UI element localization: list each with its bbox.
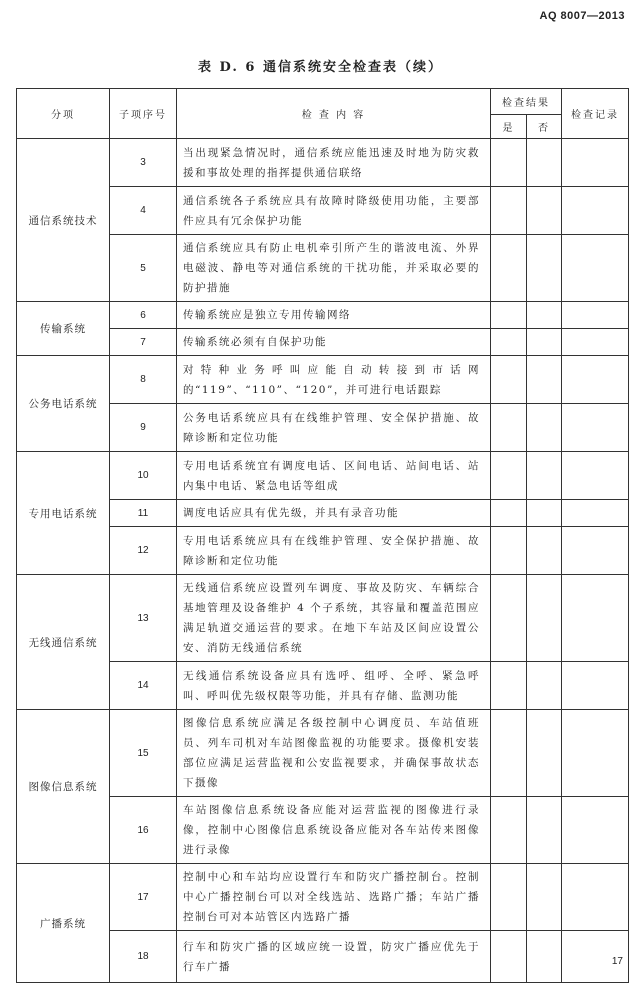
table-body (17, 139, 629, 983)
sub-no-cell: 12 (110, 527, 177, 575)
record-cell[interactable] (562, 797, 629, 864)
col-header-result: 检查结果 (491, 89, 562, 115)
sub-no-cell: 4 (110, 187, 177, 235)
content-cell: 专用电话系统应具有在线维护管理、安全保护措施、故障诊断和定位功能 (177, 527, 491, 575)
col-header-content: 检 查 内 容 (177, 89, 491, 139)
yes-cell[interactable] (491, 931, 527, 983)
sub-no-cell: 3 (110, 139, 177, 187)
table-row (17, 452, 629, 500)
col-header-yes: 是 (491, 115, 527, 139)
category-cell: 无线通信系统 (17, 575, 110, 710)
yes-cell[interactable] (491, 452, 527, 500)
record-cell[interactable] (562, 139, 629, 187)
content-cell: 通信系统应具有防止电机牵引所产生的谐波电流、外界电磁波、静电等对通信系统的干扰功能，并采取必要的防护措施 (177, 235, 491, 302)
no-cell[interactable] (527, 302, 562, 329)
record-cell[interactable] (562, 500, 629, 527)
sub-no-cell: 5 (110, 235, 177, 302)
category-cell: 通信系统技术 (17, 139, 110, 302)
record-cell[interactable] (562, 187, 629, 235)
table-row (17, 864, 629, 931)
content-cell: 专用电话系统宜有调度电话、区间电话、站间电话、站内集中电话、紧急电话等组成 (177, 452, 491, 500)
sub-no-cell: 7 (110, 329, 177, 356)
yes-cell[interactable] (491, 797, 527, 864)
no-cell[interactable] (527, 797, 562, 864)
record-cell[interactable] (562, 710, 629, 797)
no-cell[interactable] (527, 662, 562, 710)
yes-cell[interactable] (491, 527, 527, 575)
inspection-table (16, 88, 629, 983)
content-cell: 对特种业务呼叫应能自动转接到市话网的“119”、“110”、“120”，并可进行电话跟踪 (177, 356, 491, 404)
sub-no-cell: 6 (110, 302, 177, 329)
yes-cell[interactable] (491, 139, 527, 187)
content-cell: 公务电话系统应具有在线维护管理、安全保护措施、故障诊断和定位功能 (177, 404, 491, 452)
no-cell[interactable] (527, 575, 562, 662)
category-cell: 图像信息系统 (17, 710, 110, 864)
record-cell[interactable] (562, 404, 629, 452)
sub-no-cell: 14 (110, 662, 177, 710)
table-title: 表 D. 6 通信系统安全检查表（续） (198, 60, 443, 75)
record-cell[interactable] (562, 356, 629, 404)
sub-no-cell: 10 (110, 452, 177, 500)
no-cell[interactable] (527, 931, 562, 983)
record-cell[interactable] (562, 527, 629, 575)
yes-cell[interactable] (491, 329, 527, 356)
no-cell[interactable] (527, 356, 562, 404)
sub-no-cell: 17 (110, 864, 177, 931)
record-cell[interactable] (562, 235, 629, 302)
col-header-sub-no: 子项序号 (110, 89, 177, 139)
no-cell[interactable] (527, 452, 562, 500)
yes-cell[interactable] (491, 356, 527, 404)
content-cell: 图像信息系统应满足各级控制中心调度员、车站值班员、列车司机对车站图像监视的功能要求。摄像机安装部位应满足运营监视和公安监视要求，并确保事故状态下摄像 (177, 710, 491, 797)
no-cell[interactable] (527, 500, 562, 527)
sub-no-cell: 18 (110, 931, 177, 983)
standard-code: AQ 8007—2013 (539, 10, 625, 22)
record-cell[interactable] (562, 302, 629, 329)
table-row (17, 139, 629, 187)
sub-no-cell: 16 (110, 797, 177, 864)
sub-no-cell: 13 (110, 575, 177, 662)
content-cell: 车站图像信息系统设备应能对运营监视的图像进行录像，控制中心图像信息系统设备应能对各车站传来图像进行录像 (177, 797, 491, 864)
no-cell[interactable] (527, 235, 562, 302)
content-cell: 无线通信系统设备应具有选呼、组呼、全呼、紧急呼叫、呼叫优先级权限等功能，并具有存储、监测功能 (177, 662, 491, 710)
table-row (17, 575, 629, 662)
col-header-category: 分项 (17, 89, 110, 139)
yes-cell[interactable] (491, 575, 527, 662)
no-cell[interactable] (527, 404, 562, 452)
yes-cell[interactable] (491, 500, 527, 527)
yes-cell[interactable] (491, 710, 527, 797)
record-cell[interactable] (562, 329, 629, 356)
yes-cell[interactable] (491, 235, 527, 302)
no-cell[interactable] (527, 710, 562, 797)
yes-cell[interactable] (491, 662, 527, 710)
no-cell[interactable] (527, 139, 562, 187)
record-cell[interactable] (562, 575, 629, 662)
no-cell[interactable] (527, 527, 562, 575)
sub-no-cell: 11 (110, 500, 177, 527)
content-cell: 无线通信系统应设置列车调度、事故及防灾、车辆综合基地管理及设备维护 4 个子系统，其容量和覆盖范围应满足轨道交通运营的要求。在地下车站及区间应设置公安、消防无线通信系统 (177, 575, 491, 662)
table-row (17, 710, 629, 797)
content-cell: 传输系统必须有自保护功能 (177, 329, 491, 356)
sub-no-cell: 9 (110, 404, 177, 452)
yes-cell[interactable] (491, 302, 527, 329)
category-cell: 公务电话系统 (17, 356, 110, 452)
page-number: 17 (611, 956, 623, 967)
yes-cell[interactable] (491, 187, 527, 235)
content-cell: 行车和防灾广播的区域应统一设置，防灾广播应优先于行车广播 (177, 931, 491, 983)
category-cell: 专用电话系统 (17, 452, 110, 575)
col-header-record: 检查记录 (562, 89, 629, 139)
sub-no-cell: 8 (110, 356, 177, 404)
no-cell[interactable] (527, 329, 562, 356)
record-cell[interactable] (562, 662, 629, 710)
record-cell[interactable] (562, 864, 629, 931)
table-row (17, 356, 629, 404)
category-cell: 传输系统 (17, 302, 110, 356)
yes-cell[interactable] (491, 404, 527, 452)
col-header-no: 否 (527, 115, 562, 139)
content-cell: 当出现紧急情况时，通信系统应能迅速及时地为防灾救援和事故处理的指挥提供通信联络 (177, 139, 491, 187)
content-cell: 控制中心和车站均应设置行车和防灾广播控制台。控制中心广播控制台可以对全线选站、选路广播；车站广播控制台可对本站管区内选路广播 (177, 864, 491, 931)
no-cell[interactable] (527, 864, 562, 931)
content-cell: 传输系统应是独立专用传输网络 (177, 302, 491, 329)
category-cell: 广播系统 (17, 864, 110, 983)
yes-cell[interactable] (491, 864, 527, 931)
table-row (17, 302, 629, 329)
record-cell[interactable] (562, 452, 629, 500)
content-cell: 通信系统各子系统应具有故障时降级使用功能，主要部件应具有冗余保护功能 (177, 187, 491, 235)
sub-no-cell: 15 (110, 710, 177, 797)
no-cell[interactable] (527, 187, 562, 235)
content-cell: 调度电话应具有优先级，并具有录音功能 (177, 500, 491, 527)
